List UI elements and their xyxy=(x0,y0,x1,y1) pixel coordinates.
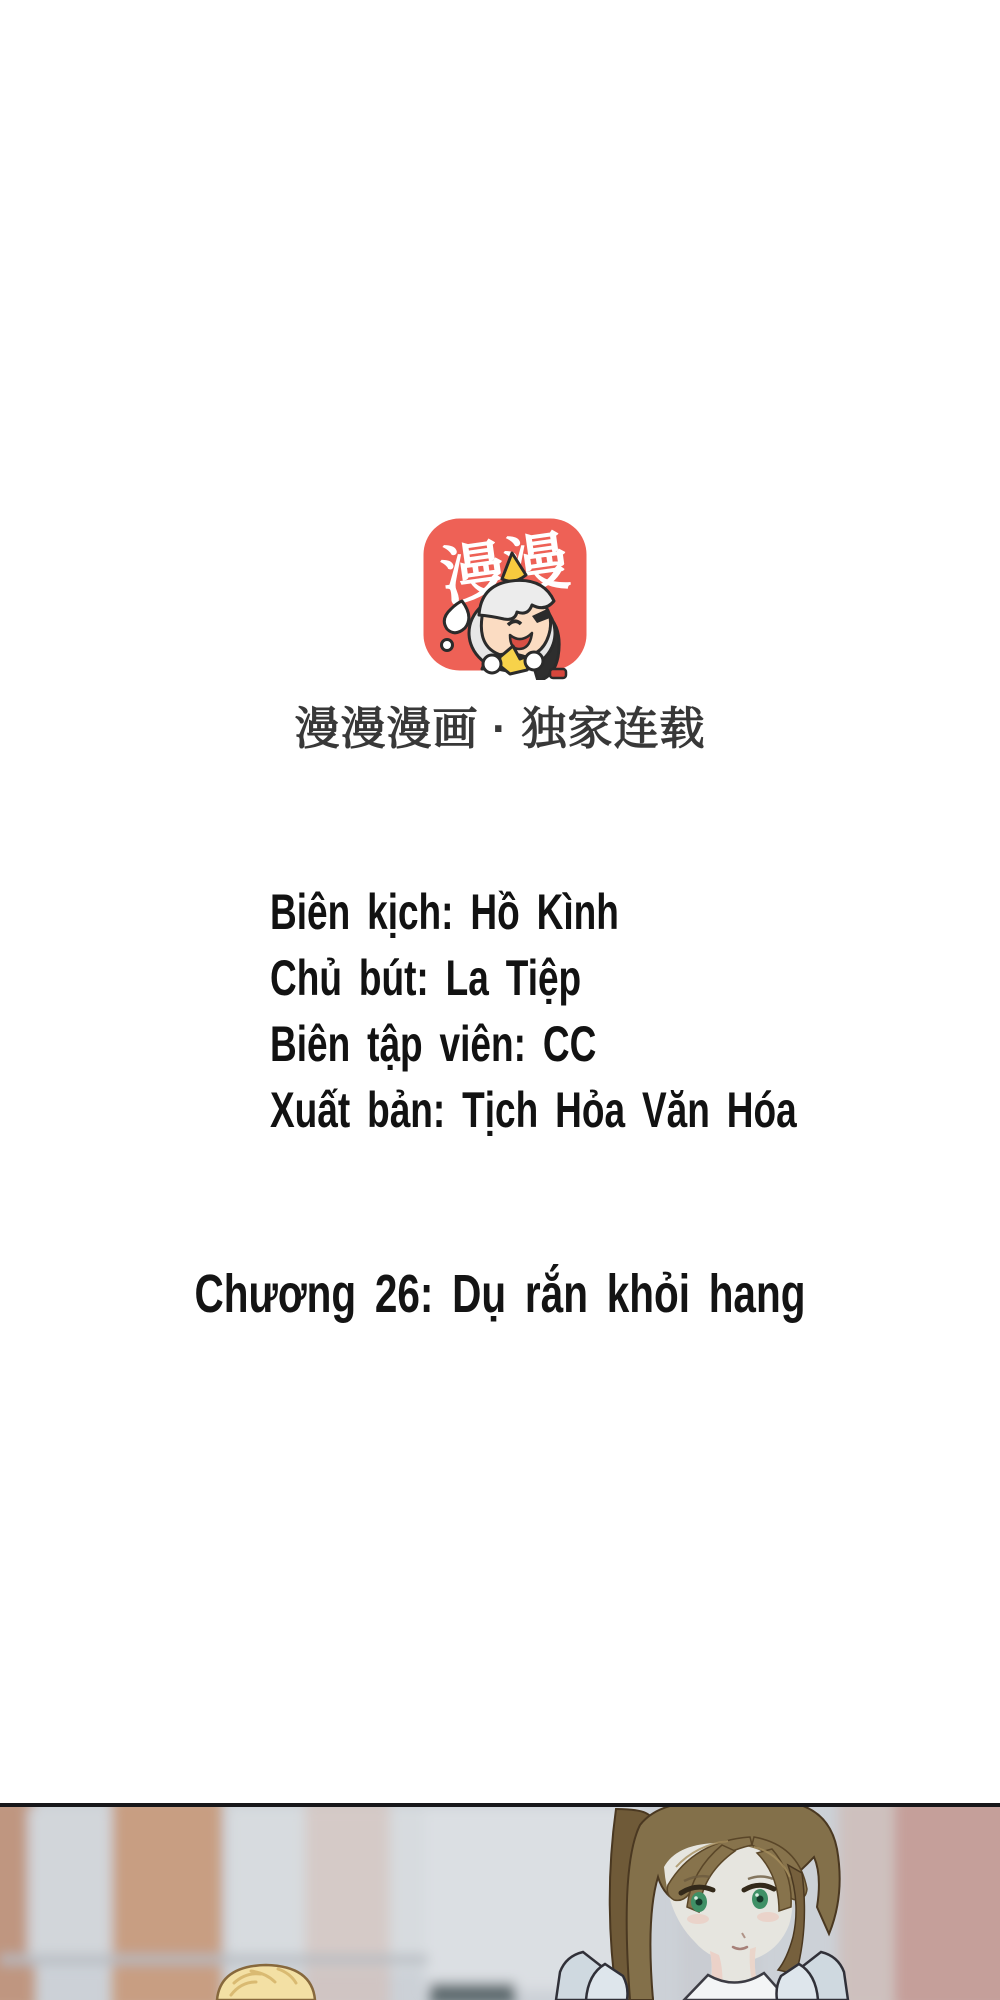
comic-panel xyxy=(0,1803,1000,2000)
chapter-title: Chương 26: Dụ rắn khỏi hang xyxy=(194,1264,806,1324)
credit-line-editor: Biên tập viên: CC xyxy=(270,1016,597,1072)
blurred-room-background xyxy=(0,1807,1000,2000)
credits-block xyxy=(270,879,982,1143)
credit-line-publisher: Xuất bản: Tịch Hỏa Văn Hóa xyxy=(270,1082,797,1138)
sweat-dot-icon xyxy=(442,640,453,651)
comic-panel-art xyxy=(0,1807,1000,2000)
manman-app-logo-icon xyxy=(422,517,588,680)
credit-line-screenwriter: Biên kịch: Hồ Kình xyxy=(270,884,619,940)
credit-line-editor-in-chief: Chủ bút: La Tiệp xyxy=(270,950,582,1006)
brand-tagline: 漫漫漫画 · 独家连载 xyxy=(294,703,706,754)
